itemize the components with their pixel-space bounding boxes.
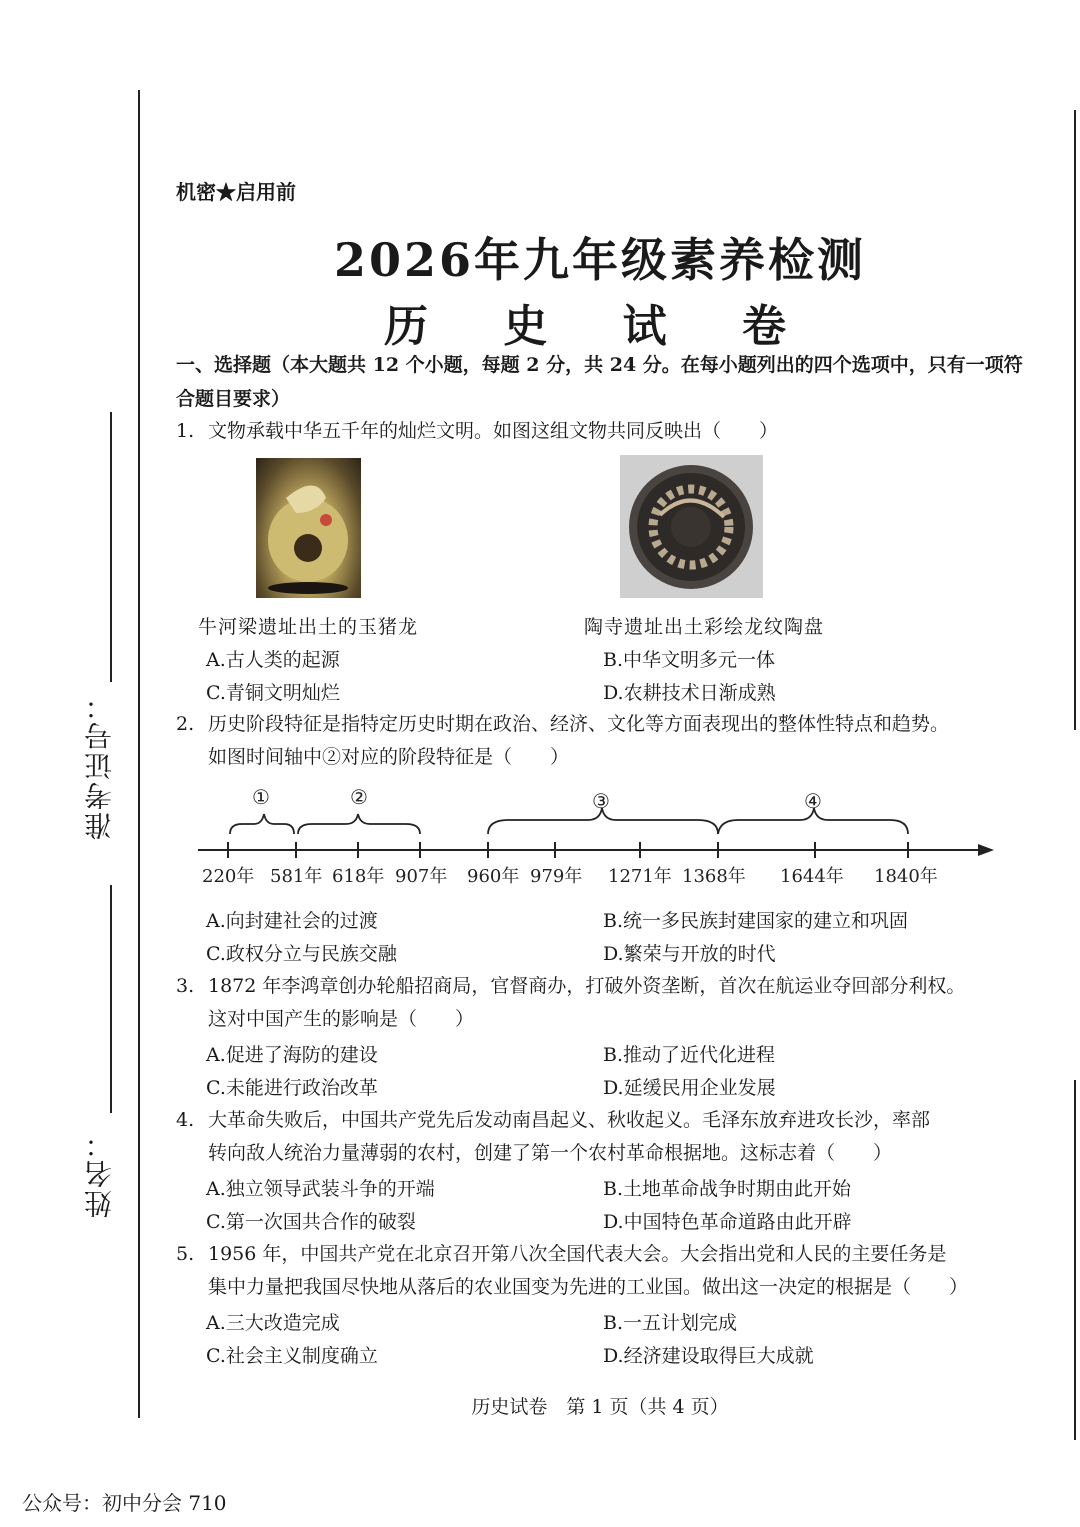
question-2 bbox=[176, 708, 1036, 774]
question-1 bbox=[176, 415, 1036, 448]
timeline-year: 1840年 bbox=[874, 866, 938, 887]
option-a: A.促进了海防的建设 bbox=[206, 1044, 378, 1066]
confidential-mark: 机密★启用前 bbox=[176, 180, 296, 204]
timeline-marker-2: ② bbox=[350, 785, 368, 809]
option-c: C.社会主义制度确立 bbox=[206, 1345, 378, 1367]
question-number: 1. bbox=[176, 420, 195, 442]
option-a: A.三大改造完成 bbox=[206, 1312, 340, 1334]
option-a: A.独立领导武装斗争的开端 bbox=[206, 1178, 435, 1200]
history-timeline bbox=[190, 782, 1010, 894]
timeline-year: 618年 bbox=[332, 866, 385, 887]
image-caption-1: 牛河梁遗址出土的玉猪龙 bbox=[198, 616, 419, 638]
option-b: B.统一多民族封建国家的建立和巩固 bbox=[603, 910, 909, 932]
page-footer: 历史试卷 第 1 页（共 4 页） bbox=[471, 1396, 729, 1418]
timeline-year: 1271年 bbox=[608, 866, 672, 887]
option-b: B.推动了近代化进程 bbox=[603, 1044, 776, 1066]
timeline-marker-1: ① bbox=[252, 785, 270, 809]
name-label: 姓名： bbox=[83, 1128, 116, 1218]
question-text-line-2: 转向敌人统治力量薄弱的农村，创建了第一个农村革命根据地。这标志着（ ） bbox=[208, 1142, 893, 1164]
question-text-line-2: 集中力量把我国尽快地从落后的农业国变为先进的工业国。做出这一决定的根据是（ ） bbox=[208, 1276, 969, 1298]
exam-title: 2026年九年级素养检测 bbox=[333, 233, 867, 287]
option-c: C.青铜文明灿烂 bbox=[206, 682, 340, 704]
right-edge-line-bottom bbox=[1074, 1080, 1076, 1440]
jade-pig-dragon-image bbox=[256, 458, 361, 598]
option-d: D.经济建设取得巨大成就 bbox=[603, 1345, 814, 1367]
question-number: 3. bbox=[176, 975, 195, 997]
question-number: 4. bbox=[176, 1109, 195, 1131]
option-a: A.古人类的起源 bbox=[206, 649, 340, 671]
question-3 bbox=[176, 970, 1036, 1036]
option-d: D.延缓民用企业发展 bbox=[603, 1077, 776, 1099]
option-d: D.农耕技术日渐成熟 bbox=[603, 682, 776, 704]
right-edge-line bbox=[1074, 110, 1076, 730]
arrow-head-icon bbox=[978, 844, 994, 856]
question-number: 5. bbox=[176, 1243, 195, 1265]
exam-subtitle: 历 史 试 卷 bbox=[384, 301, 816, 352]
question-text: 文物承载中华五千年的灿烂文明。如图这组文物共同反映出（ ） bbox=[208, 420, 779, 442]
name-fill-line bbox=[110, 885, 112, 1113]
option-b: B.中华文明多元一体 bbox=[603, 649, 776, 671]
timeline-year: 907年 bbox=[395, 866, 448, 887]
question-5 bbox=[176, 1238, 1036, 1304]
option-c: C.政权分立与民族交融 bbox=[206, 943, 397, 965]
question-number: 2. bbox=[176, 713, 195, 735]
option-d: D.繁荣与开放的时代 bbox=[603, 943, 776, 965]
option-b: B.一五计划完成 bbox=[603, 1312, 738, 1334]
timeline-marker-3: ③ bbox=[592, 789, 610, 813]
exam-id-fill-line bbox=[110, 412, 112, 682]
timeline-year: 1644年 bbox=[780, 866, 844, 887]
question-4 bbox=[176, 1104, 1036, 1170]
option-d: D.中国特色革命道路由此开辟 bbox=[603, 1211, 852, 1233]
question-text-line-1: 1872 年李鸿章创办轮船招商局，官督商办，打破外资垄断，首次在航运业夺回部分利权。 bbox=[208, 975, 966, 997]
question-text-line-1: 历史阶段特征是指特定历史时期在政治、经济、文化等方面表现出的整体性特点和趋势。 bbox=[208, 713, 950, 735]
question-text-line-1: 1956 年，中国共产党在北京召开第八次全国代表大会。大会指出党和人民的主要任务是 bbox=[208, 1243, 947, 1265]
image-caption-2: 陶寺遗址出土彩绘龙纹陶盘 bbox=[584, 616, 825, 638]
option-c: C.未能进行政治改革 bbox=[206, 1077, 378, 1099]
option-a: A.向封建社会的过渡 bbox=[206, 910, 378, 932]
wechat-account-label: 公众号：初中分会 710 bbox=[22, 1491, 227, 1515]
section-heading: 一、选择题（本大题共 12 个小题，每题 2 分，共 24 分。在每小题列出的四个选项中，只有一项符合题目要求） bbox=[176, 354, 1023, 410]
timeline-year: 960年 bbox=[467, 866, 520, 887]
question-text-line-2: 如图时间轴中②对应的阶段特征是（ ） bbox=[208, 746, 570, 768]
exam-id-label: 准考证号： bbox=[83, 690, 116, 840]
question-text-line-2: 这对中国产生的影响是（ ） bbox=[208, 1008, 475, 1030]
timeline-year: 979年 bbox=[530, 866, 583, 887]
timeline-marker-4: ④ bbox=[804, 789, 822, 813]
timeline-year: 1368年 bbox=[682, 866, 746, 887]
question-text-line-1: 大革命失败后，中国共产党先后发动南昌起义、秋收起义。毛泽东放弃进攻长沙，率部 bbox=[208, 1109, 931, 1131]
timeline-year: 220年 bbox=[202, 866, 255, 887]
timeline-year: 581年 bbox=[270, 866, 323, 887]
option-b: B.土地革命战争时期由此开始 bbox=[603, 1178, 852, 1200]
option-c: C.第一次国共合作的破裂 bbox=[206, 1211, 416, 1233]
painted-dragon-plate-image bbox=[620, 455, 763, 598]
